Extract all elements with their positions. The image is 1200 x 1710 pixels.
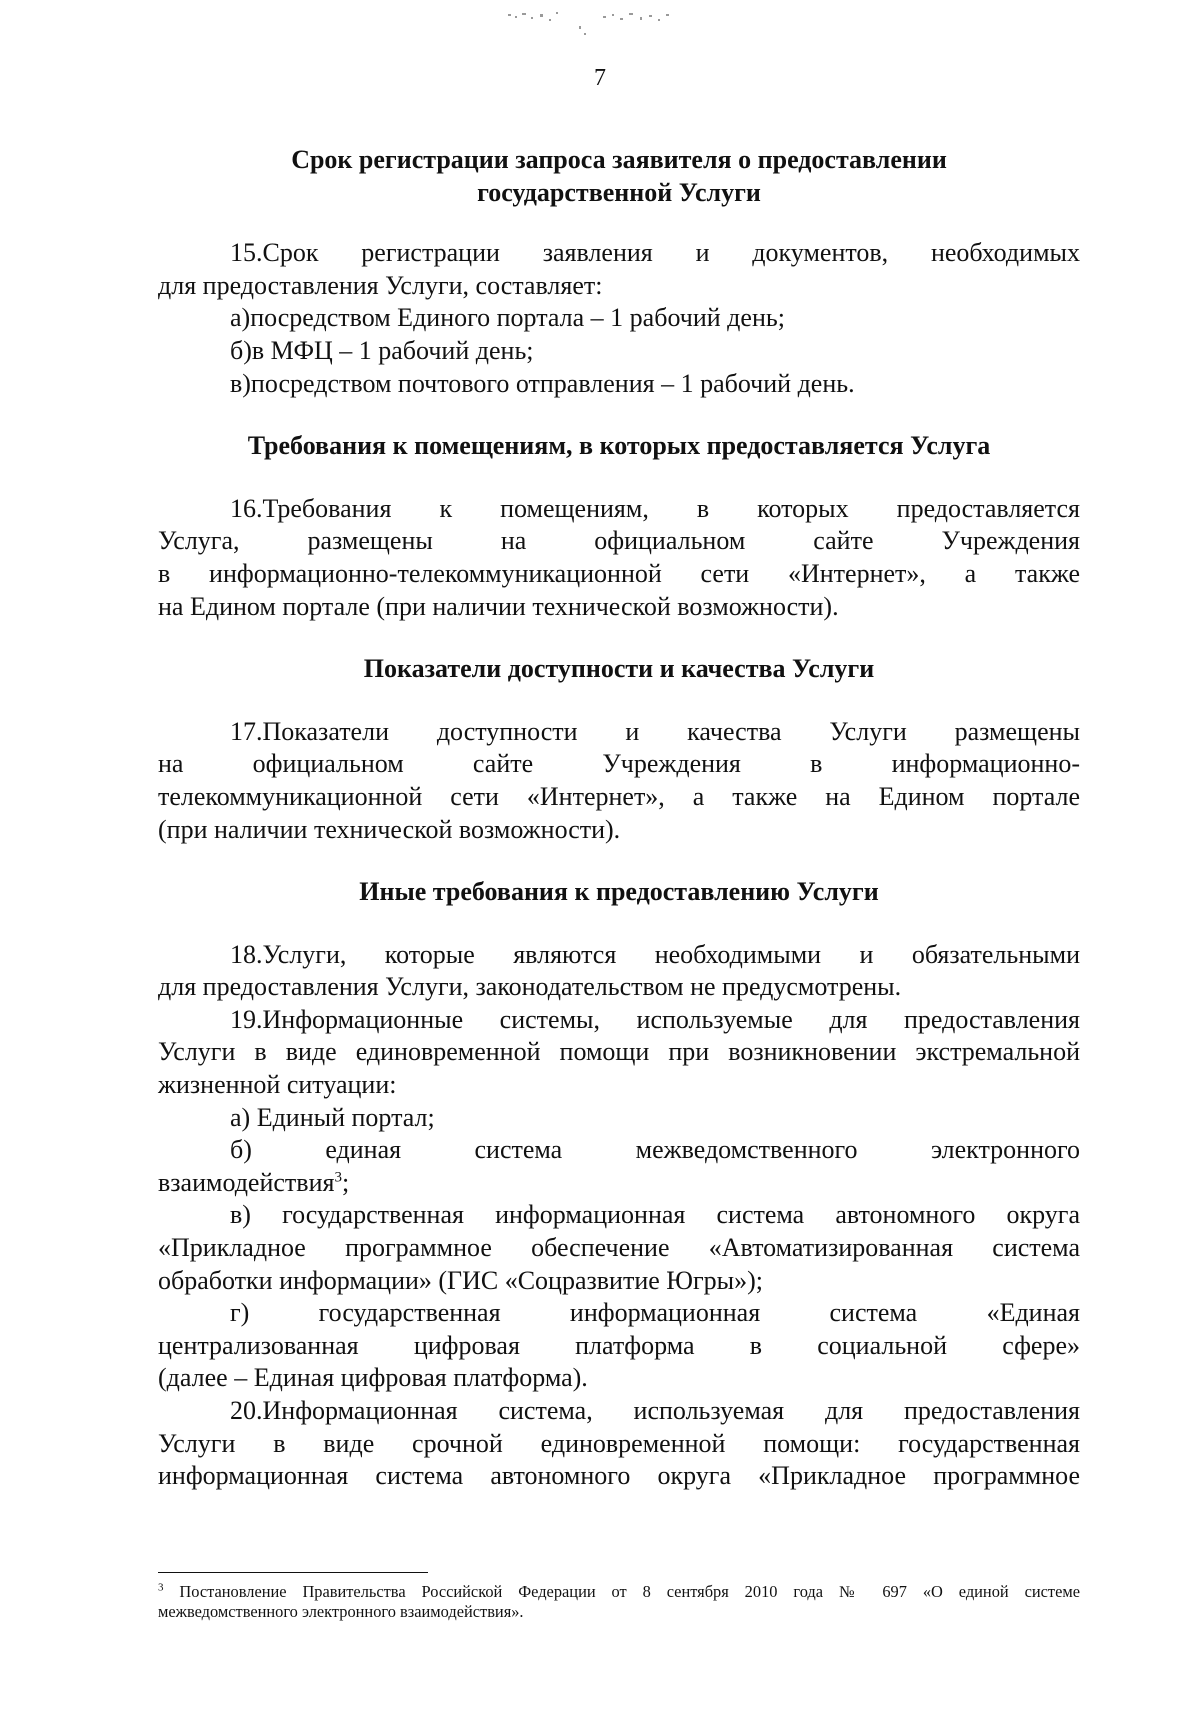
paragraph-line: Услуга, размещены на официальном сайте Учреждения bbox=[158, 526, 1080, 556]
footnote-line bbox=[158, 1582, 1080, 1602]
list-item: б)в МФЦ – 1 рабочий день; bbox=[230, 335, 534, 365]
heading-line: государственной Услуги bbox=[477, 177, 761, 207]
section-heading-other-requirements bbox=[158, 876, 1080, 909]
paragraph-19 bbox=[158, 1004, 1080, 1395]
paragraph-17 bbox=[158, 716, 1080, 846]
paragraph-line: для предоставления Услуги, законодательством не предусмотрены. bbox=[158, 972, 902, 1002]
paragraph-line: 18.Услуги, которые являются необходимыми и обязательными bbox=[230, 939, 1080, 969]
paragraph-line: телекоммуникационной сети «Интернет», а также на Едином портале bbox=[158, 781, 1080, 811]
paragraph-line: централизованная цифровая платформа в социальной сфере» bbox=[158, 1330, 1080, 1360]
document-body bbox=[158, 144, 1080, 1493]
footnote-ref-text: взаимодействия bbox=[158, 1167, 335, 1197]
section-heading-premises bbox=[158, 430, 1080, 463]
paragraph-line: для предоставления Услуги, составляет: bbox=[158, 270, 603, 300]
section-heading-quality bbox=[158, 653, 1080, 686]
paragraph-line: 19.Информационные системы, используемые для предоставления bbox=[230, 1004, 1080, 1034]
paragraph-line: на Едином портале (при наличии технической возможности). bbox=[158, 591, 839, 621]
footnote-mark: 3 bbox=[158, 1581, 164, 1594]
paragraph-line: жизненной ситуации: bbox=[158, 1070, 397, 1100]
paragraph-line: «Прикладное программное обеспечение «Автоматизированная система bbox=[158, 1233, 1080, 1263]
heading-line: Иные требования к предоставлению Услуги bbox=[359, 877, 879, 907]
heading-line: Срок регистрации запроса заявителя о предоставлении bbox=[291, 145, 947, 174]
scan-noise bbox=[0, 0, 1200, 60]
paragraph-line: (при наличии технической возможности). bbox=[158, 814, 621, 844]
paragraph-20 bbox=[158, 1395, 1080, 1493]
paragraph-line: 15.Срок регистрации заявления и документов, необходимых bbox=[230, 238, 1080, 268]
paragraph-line: б) единая система межведомственного электронного bbox=[230, 1135, 1080, 1165]
paragraph-line: обработки информации» (ГИС «Соцразвитие Югры»); bbox=[158, 1265, 764, 1295]
heading-line: Требования к помещениям, в которых предоставляется Услуга bbox=[247, 431, 991, 461]
footnote-ref-mark[interactable]: 3 bbox=[334, 1169, 342, 1186]
heading-line: Показатели доступности и качества Услуги bbox=[363, 654, 875, 684]
punctuation: ; bbox=[341, 1167, 350, 1197]
paragraph-line: в информационно-телекоммуникационной сети «Интернет», а также bbox=[158, 558, 1080, 588]
paragraph-line bbox=[158, 1167, 1080, 1200]
list-item: в)посредством почтового отправления – 1 рабочий день. bbox=[230, 368, 855, 398]
paragraph-16 bbox=[158, 493, 1080, 623]
footnote-text: Постановление Правительства Российской Федерации от 8 сентября 2010 года № 697 «О единой системе bbox=[179, 1582, 1080, 1601]
paragraph-line: (далее – Единая цифровая платформа). bbox=[158, 1363, 588, 1393]
paragraph-line: г) государственная информационная система «Единая bbox=[230, 1298, 1080, 1328]
paragraph-line: Услуги в виде единовременной помощи при возникновении экстремальной bbox=[158, 1037, 1080, 1067]
paragraph-line: 17.Показатели доступности и качества Услуги размещены bbox=[230, 716, 1080, 746]
footnote-separator bbox=[158, 1572, 428, 1573]
paragraph-line: информационная система автономного округа «Прикладное программное bbox=[158, 1461, 1080, 1491]
paragraph-18 bbox=[158, 939, 1080, 1004]
list-item: а)посредством Единого портала – 1 рабочий день; bbox=[230, 303, 785, 333]
page-number: 7 bbox=[594, 65, 606, 91]
paragraph-15 bbox=[158, 237, 1080, 400]
list-item: а) Единый портал; bbox=[230, 1102, 435, 1132]
footnote bbox=[158, 1582, 1080, 1622]
paragraph-line: 20.Информационная система, используемая для предоставления bbox=[230, 1396, 1080, 1425]
paragraph-line: Услуги в виде срочной единовременной помощи: государственная bbox=[158, 1428, 1080, 1458]
paragraph-line: в) государственная информационная система автономного округа bbox=[230, 1200, 1080, 1230]
paragraph-line: 16.Требования к помещениям, в которых предоставляется bbox=[230, 493, 1080, 523]
footnote-line: межведомственного электронного взаимодействия». bbox=[158, 1602, 524, 1621]
paragraph-line: на официальном сайте Учреждения в информационно- bbox=[158, 749, 1080, 779]
section-heading-registration bbox=[158, 144, 1080, 209]
